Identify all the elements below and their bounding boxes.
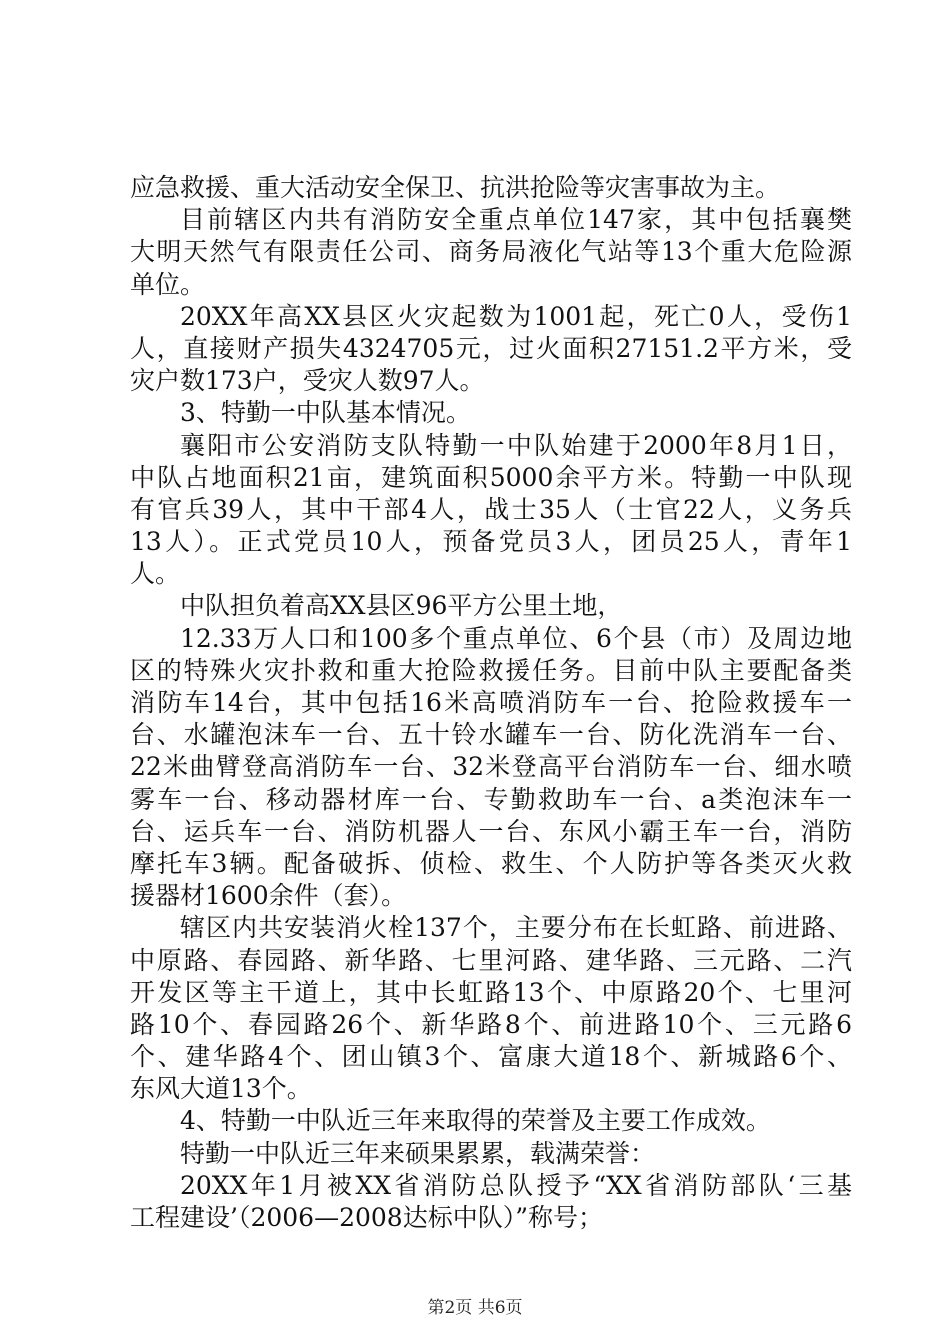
text-line: 工程建设’（2006—2008达标中队）”称号； bbox=[130, 1203, 603, 1232]
text-line: 台、水罐泡沫车一台、五十铃水罐车一台、防化洗消车一台、 bbox=[130, 720, 852, 750]
paragraph-first-line: 襄阳市公安消防支队特勤一中队始建于2000年8月1日， bbox=[180, 430, 852, 460]
paragraph-first-line: 20XX年高XX县区火灾起数为1001起，死亡0人，受伤1 bbox=[180, 301, 852, 331]
text-line: 13人）。正式党员10人，预备党员3人，团员25人，青年1 bbox=[130, 527, 852, 557]
text-line: 援器材1600余件（套）。 bbox=[130, 881, 407, 911]
text-line: 东风大道13个。 bbox=[130, 1074, 312, 1104]
text-line: 中队占地面积21亩，建筑面积5000余平方米。特勤一中队现 bbox=[130, 462, 852, 492]
text-line: 雾车一台、移动器材库一台、专勤救助车一台、a类泡沫车一 bbox=[130, 784, 852, 814]
text-line: 摩托车3辆。配备破拆、侦检、救生、个人防护等各类灭火救 bbox=[130, 848, 852, 878]
text-line: 单位。 bbox=[130, 269, 206, 299]
text-line: 中原路、春园路、新华路、七里河路、建华路、三元路、二汽 bbox=[130, 945, 852, 975]
paragraph-first-line: 20XX年1月被XX省消防总队授予“XX省消防部队‘三基 bbox=[180, 1170, 852, 1200]
text-line: 开发区等主干道上，其中长虹路13个、中原路20个、七里河 bbox=[130, 977, 852, 1007]
text-line: 22米曲臂登高消防车一台、32米登高平台消防车一台、细水喷 bbox=[130, 752, 852, 782]
page-number: 第2页 共6页 bbox=[427, 1298, 523, 1318]
document-body bbox=[130, 172, 852, 1234]
text-line: 大明天然气有限责任公司、商务局液化气站等13个重大危险源 bbox=[130, 237, 852, 267]
text-line: 有官兵39人，其中干部4人，战士35人（士官22人，义务兵 bbox=[130, 494, 852, 524]
section-heading: 3、特勤一中队基本情况。 bbox=[180, 398, 471, 428]
text-line: 人。 bbox=[130, 559, 181, 589]
text-line: 灾户数173户，受灾人数97人。 bbox=[130, 366, 485, 396]
paragraph-first-line: 中队担负着高XX县区96平方公里土地， bbox=[180, 591, 623, 621]
text-line: 消防车14台，其中包括16米高喷消防车一台、抢险救援车一 bbox=[130, 688, 852, 717]
text-line: 人，直接财产损失4324705元，过火面积27151.2平方米，受 bbox=[130, 333, 852, 363]
paragraph-first-line: 目前辖区内共有消防安全重点单位147家，其中包括襄樊 bbox=[180, 205, 852, 235]
paragraph-first-line: 辖区内共安装消火栓137个，主要分布在长虹路、前进路、 bbox=[180, 913, 852, 943]
paragraph-first-line: 12.33万人口和100多个重点单位、6个县（市）及周边地 bbox=[180, 623, 852, 653]
section-heading: 4、特勤一中队近三年来取得的荣誉及主要工作成效。 bbox=[180, 1106, 771, 1136]
page-footer bbox=[0, 1298, 950, 1318]
text-line: 应急救援、重大活动安全保卫、抗洪抢险等灾害事故为主。 bbox=[130, 173, 781, 202]
text-line: 路10个、春园路26个、新华路8个、前进路10个、三元路6 bbox=[130, 1009, 852, 1039]
text-line: 台、运兵车一台、消防机器人一台、东风小霸王车一台，消防 bbox=[130, 816, 852, 846]
text-line: 个、建华路4个、团山镇3个、富康大道18个、新城路6个、 bbox=[130, 1042, 852, 1072]
text-line: 区的特殊火灾扑救和重大抢险救援任务。目前中队主要配备类 bbox=[130, 655, 852, 685]
paragraph-first-line: 特勤一中队近三年来硕果累累，载满荣誉： bbox=[180, 1138, 656, 1168]
